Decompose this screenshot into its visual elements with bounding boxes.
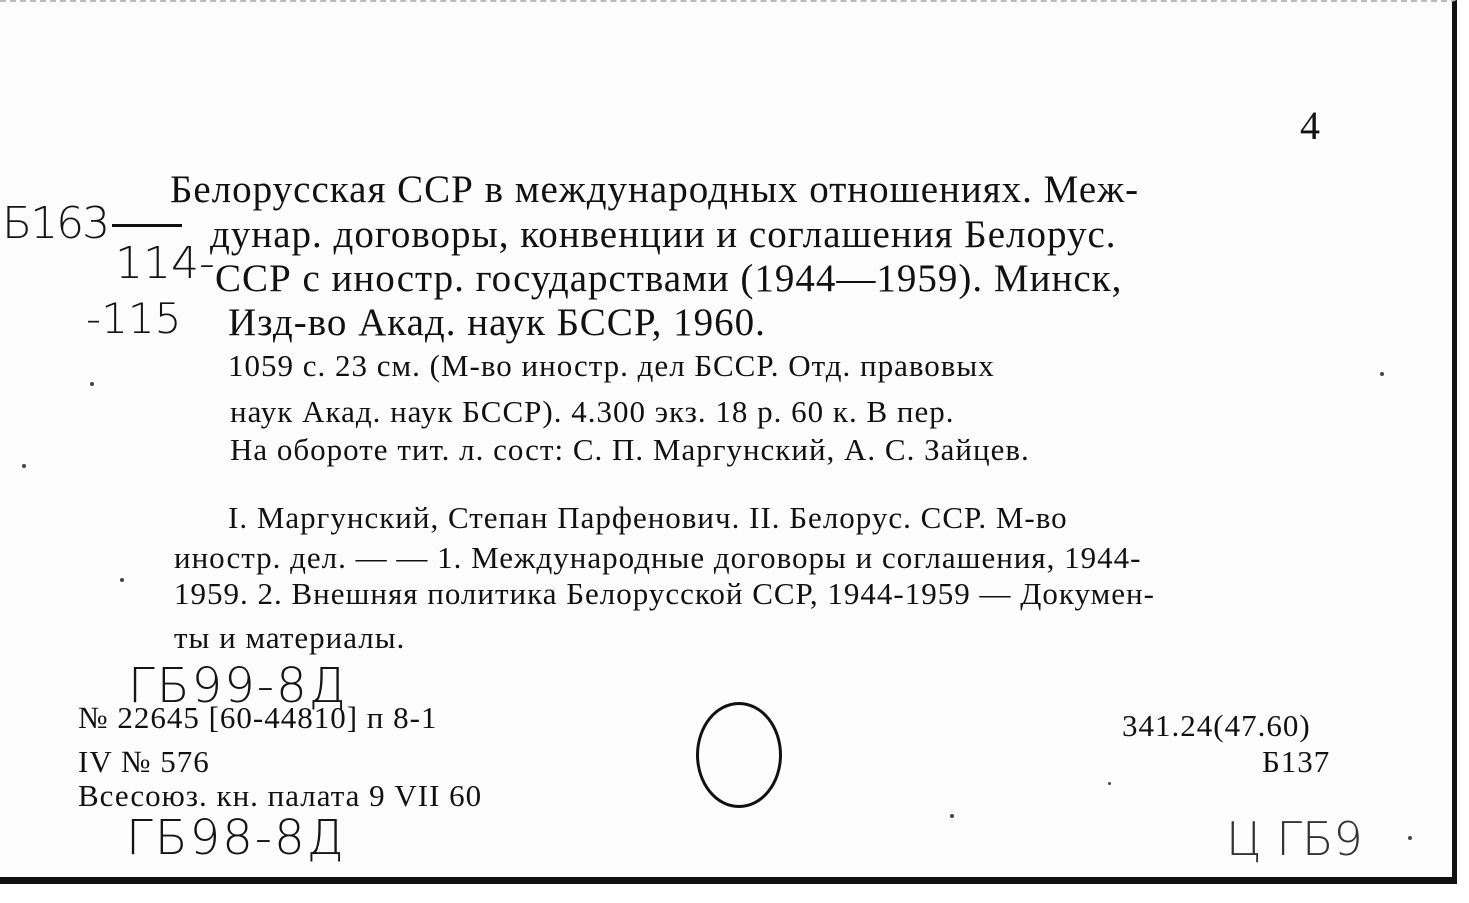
compilers-note: На обороте тит. л. сост: С. П. Маргунский, А. С. Зайцев.	[230, 432, 1030, 467]
card-number: 4	[1300, 103, 1321, 148]
scan-speck	[1108, 782, 1111, 785]
scan-speck	[90, 382, 94, 386]
collation-line: 1059 с. 23 см. (М-во иностр. дел БССР. Отд. правовых	[228, 348, 995, 383]
title-line-1: Белорусская ССР в международных отношениях. Меж-	[170, 168, 1140, 211]
series-line: наук Акад. наук БССР). 4.300 экз. 18 р. 60 к. В пер.	[230, 394, 955, 429]
footer-series-line: IV № 576	[78, 744, 210, 779]
handwritten-corner-note: Ц ГБ9	[1226, 812, 1363, 866]
handwritten-call-number: Б163	[2, 198, 109, 249]
handwritten-shelf-mark-1: ГБ99-8Д	[128, 658, 348, 714]
title-line-3: ССР с иностр. государствами (1944—1959). Минск,	[215, 257, 1123, 300]
handwritten-pages-start: 114-	[115, 238, 215, 289]
classification-index: 341.24(47.60)	[1122, 708, 1311, 743]
scan-speck	[1408, 836, 1412, 840]
tracing-line-3: 1959. 2. Внешняя политика Белорусской ССР, 1944-1959 — Докумен-	[174, 576, 1155, 611]
tracing-line-1: I. Маргунский, Степан Парфенович. II. Белорус. ССР. М-во	[228, 500, 1068, 535]
tracing-line-4: ты и материалы.	[174, 620, 406, 655]
scan-speck	[22, 464, 26, 468]
punch-hole	[696, 702, 782, 808]
handwritten-shelf-mark-2: ГБ98-8Д	[126, 810, 346, 866]
scan-speck	[120, 578, 124, 582]
handwritten-pages-end: -115	[86, 294, 182, 343]
tracing-line-2: иностр. дел. — — 1. Международные договоры и соглашения, 1944-	[174, 540, 1142, 575]
scan-speck	[1380, 372, 1384, 376]
imprint-line: Изд-во Акад. наук БССР, 1960.	[228, 301, 766, 344]
footer-chamber-line: Всесоюз. кн. палата 9 VII 60	[78, 778, 483, 813]
title-line-2: дунар. договоры, конвенции и соглашения Белорус.	[210, 213, 1117, 256]
footer-number-line: № 22645 [60-44810] п 8-1	[78, 700, 438, 735]
scan-speck	[950, 814, 954, 818]
author-mark: Б137	[1262, 744, 1331, 779]
call-number-underline	[112, 224, 182, 227]
